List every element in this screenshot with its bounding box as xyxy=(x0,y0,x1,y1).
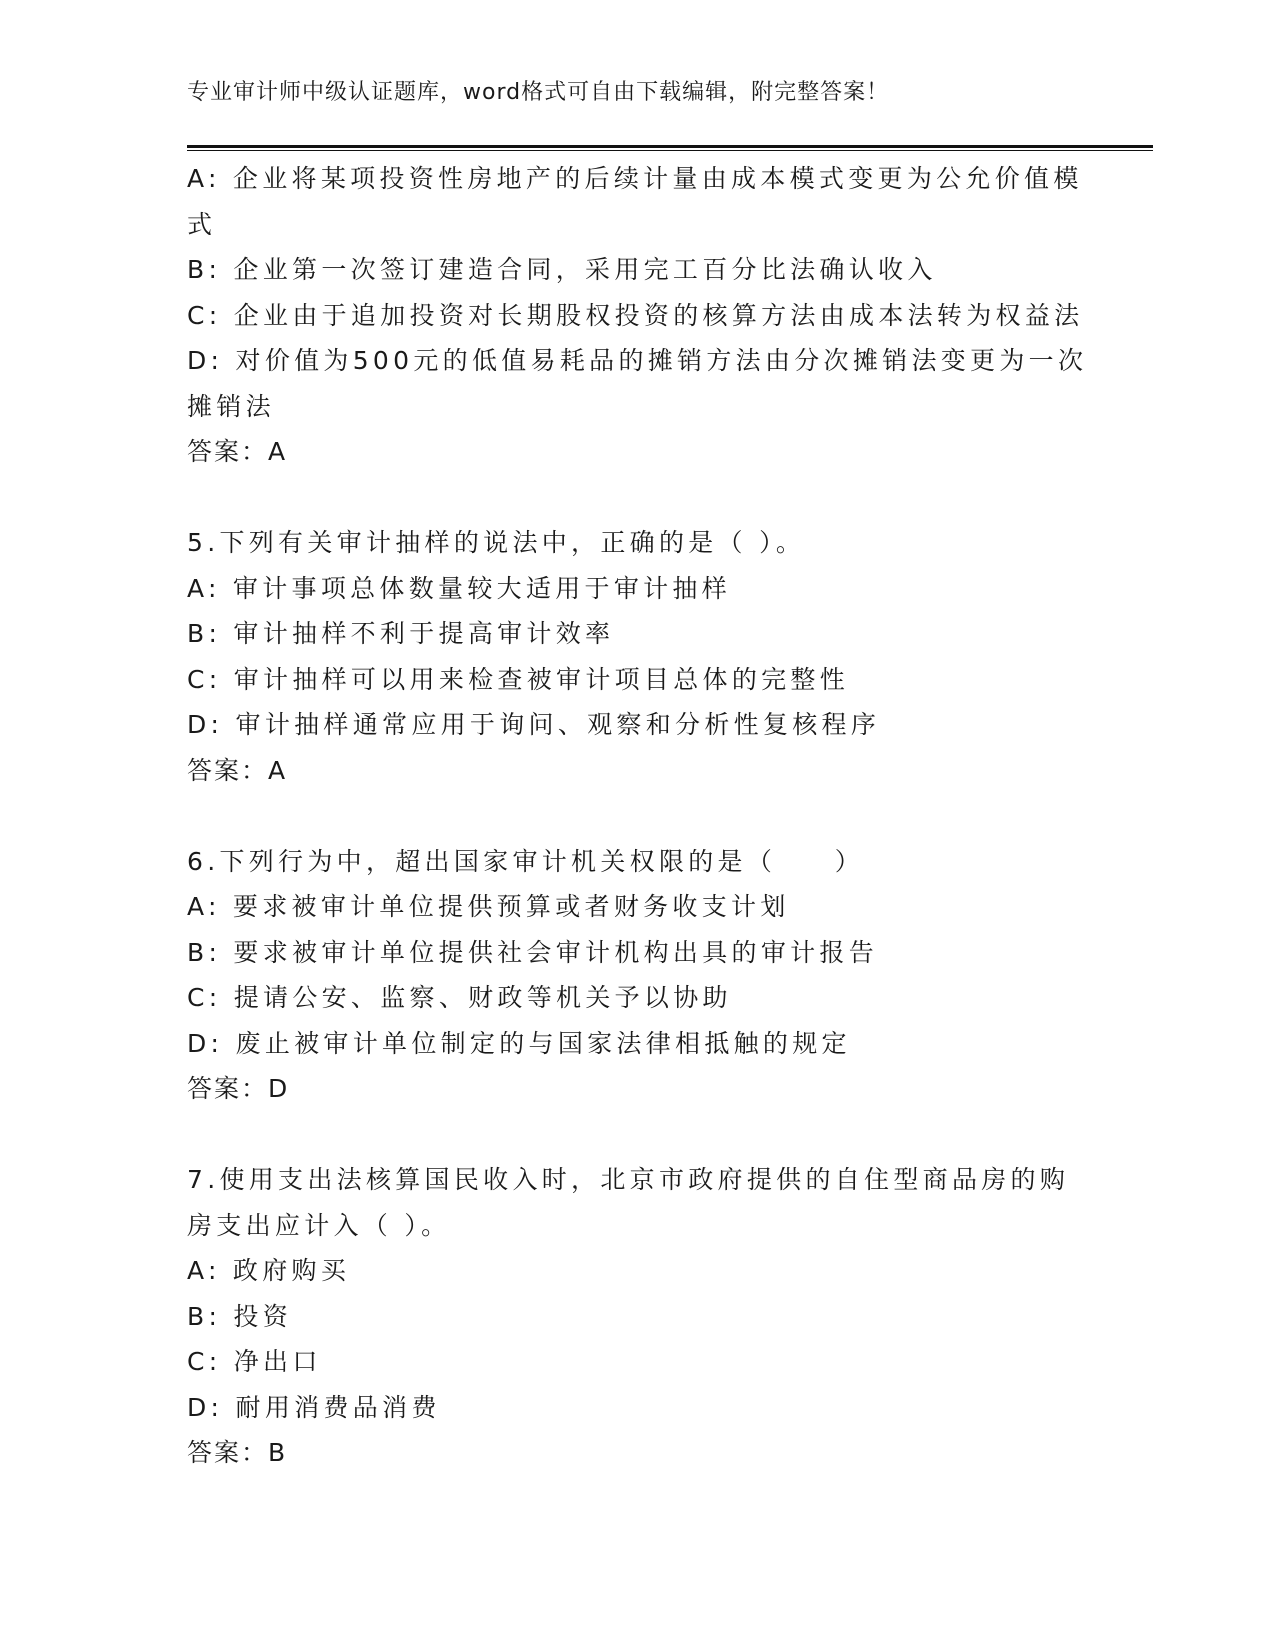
question-5-block xyxy=(187,520,1087,793)
option-c: C: 企业由于追加投资对长期股权投资的核算方法由成本法转为权益法 xyxy=(187,300,1084,330)
page-header: 专业审计师中级认证题库，word格式可自由下载编辑，附完整答案！ xyxy=(187,80,890,105)
prev-question-block xyxy=(187,156,1087,475)
option-a-continued: 式 xyxy=(187,209,217,239)
question-6-block xyxy=(187,839,1087,1112)
option-c: C: 提请公安、监察、财政等机关予以协助 xyxy=(187,983,732,1012)
option-b: B: 投资 xyxy=(187,1301,293,1331)
option-c: C: 审计抽样可以用来检查被审计项目总体的完整性 xyxy=(187,664,850,694)
option-d: D: 废止被审计单位制定的与国家法律相抵触的规定 xyxy=(187,1028,851,1058)
question-stem: 5.下列有关审计抽样的说法中，正确的是（ ）。 xyxy=(187,528,806,557)
option-d: D: 对价值为500元的低值易耗品的摊销方法由分次摊销法变更为一次 xyxy=(187,346,1088,375)
option-a: A: 政府购买 xyxy=(187,1256,351,1285)
option-b: B: 审计抽样不利于提高审计效率 xyxy=(187,619,615,648)
answer: 答案：A xyxy=(187,755,288,785)
option-a: A: 审计事项总体数量较大适用于审计抽样 xyxy=(187,573,732,603)
option-d-continued: 摊销法 xyxy=(187,391,275,421)
option-b: B: 企业第一次签订建造合同，采用完工百分比法确认收入 xyxy=(187,255,937,284)
question-content xyxy=(187,156,1087,1476)
question-stem: 6.下列行为中，超出国家审计机关权限的是（ ） xyxy=(187,846,865,876)
question-7-block xyxy=(187,1157,1087,1476)
option-b: B: 要求被审计单位提供社会审计机构出具的审计报告 xyxy=(187,937,879,967)
question-stem-continued: 房支出应计入（ ）。 xyxy=(187,1210,451,1240)
spacer xyxy=(187,475,1087,521)
spacer xyxy=(187,1112,1087,1158)
option-d: D: 审计抽样通常应用于询问、观察和分析性复核程序 xyxy=(187,710,881,739)
option-a: A: 企业将某项投资性房地产的后续计量由成本模式变更为公允价值模 xyxy=(187,164,1083,193)
option-c: C: 净出口 xyxy=(187,1347,322,1376)
answer: 答案：D xyxy=(187,1074,290,1103)
option-a: A: 要求被审计单位提供预算或者财务收支计划 xyxy=(187,892,790,921)
answer: 答案：B xyxy=(187,1438,288,1467)
answer: 答案：A xyxy=(187,437,288,466)
header-divider xyxy=(187,145,1153,151)
spacer xyxy=(187,793,1087,839)
option-d: D: 耐用消费品消费 xyxy=(187,1392,441,1422)
question-stem: 7.使用支出法核算国民收入时，北京市政府提供的自住型商品房的购 xyxy=(187,1165,1070,1194)
